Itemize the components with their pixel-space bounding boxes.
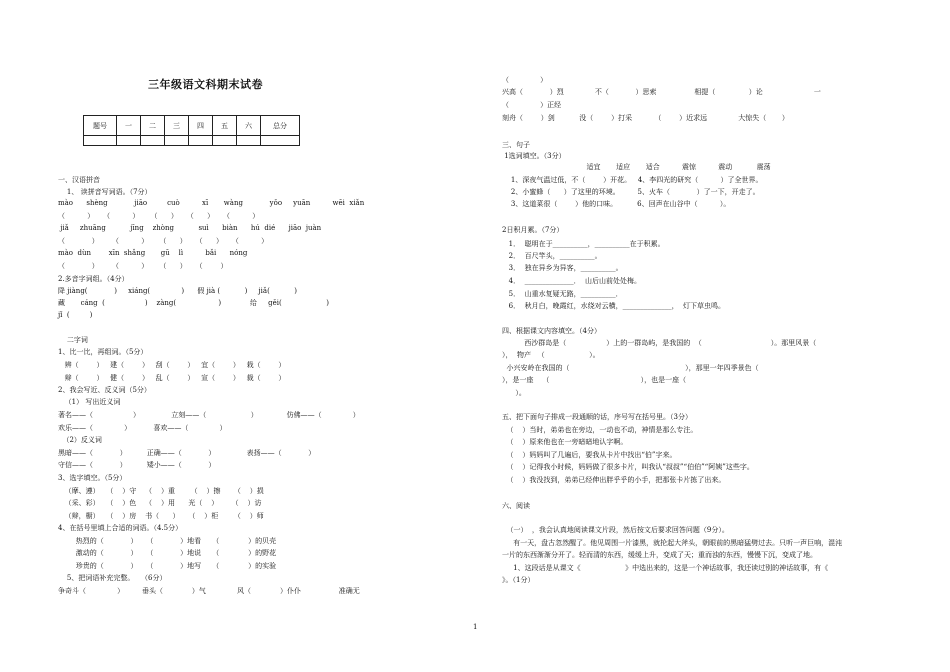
left-line: （摩、遵） （ ）守 （ ）重 （ ）擦 （ ）损: [58, 487, 264, 495]
page-number: 1: [473, 623, 478, 631]
left-line: 2、我会写近、反义词（5分）: [58, 386, 151, 394]
right-line: 6． 秋月白，晚霞红，水绕对云横，______________， 灯下草虫鸣。: [502, 302, 726, 310]
score-blank-cell[interactable]: [189, 136, 213, 146]
left-line: 二字词: [58, 336, 88, 344]
right-line: （ ）当时，弟弟也在旁边，一动也不动，神情是那么专注。: [502, 426, 698, 434]
left-line: 1、比一比，再组词。（5分）: [58, 348, 148, 356]
left-line: 3、选字填空。（5分）: [58, 474, 127, 482]
right-line: 小兴安岭在我国的（ ），那里一年四季景色（: [502, 364, 759, 372]
right-line: 一片的东西渐渐分开了。轻而清的东西，缓缓上升，变成了天；重而浊的东西，慢慢下沉，变成了地。: [502, 551, 817, 559]
score-table: [83, 115, 300, 146]
left-line: 激动的（ ） （ ）地说 （ ）的野花: [58, 549, 277, 557]
right-line: （ ）正经: [502, 101, 562, 109]
left-line: 一、汉语拼音: [58, 176, 100, 184]
right-line: 刻舟（ ）剑 没（ ）打采 （ ）近求远 大惊失（ ）: [502, 114, 789, 122]
right-line: 4． ______________． 山后山前处处梅。: [502, 277, 642, 285]
right-line: （ ）记得我小时候，妈妈做了很多卡片，叫我认“叔叔”“伯伯”“阿姨”这些字。: [502, 463, 754, 471]
score-header-cell: 三: [165, 116, 189, 136]
right-line: 3． 独在异乡为异客，__________。: [502, 264, 623, 272]
right-line: ）。: [502, 389, 526, 397]
right-line: 1、这段话是从课文《 》中选出来的，这是一个神话故事，我还读过别的神话故事，有《: [502, 564, 829, 572]
score-blank-cell[interactable]: [237, 136, 261, 146]
score-blank-cell[interactable]: [141, 136, 165, 146]
score-header-cell: 五: [213, 116, 237, 136]
left-line: 藏 cáng ( ) zàng( ) 给 gěi( ): [58, 299, 329, 307]
left-line: （ ） （ ） （ ） （ ）: [58, 262, 228, 270]
right-line: 1选词填空。（3分）: [502, 152, 566, 160]
left-line: mào dùn xīn shǎng gū lì bǎi nóng: [58, 249, 248, 257]
left-line: 珍贵的（ ） （ ）地写 （ ）的实验: [58, 562, 277, 570]
score-header-cell: 题号: [84, 116, 117, 136]
left-line: 辨（ ） 建（ ） 刮（ ） 宜（ ） 栽（ ）: [58, 361, 286, 369]
right-line: （ ）妈妈叫了几遍后，要我从卡片中找出“伯”字来。: [502, 451, 677, 459]
score-blank-cell[interactable]: [213, 136, 237, 146]
right-line: 适宜 适应 适合 震惊 震动 震荡: [502, 163, 771, 171]
right-line: 2、小蜜蜂（ ）了这里的环境。 5、火车（ ）了一下，开走了。: [502, 188, 760, 196]
left-line: 辩（ ） 健（ ） 乱（ ） 宣（ ） 裁（ ）: [58, 374, 286, 382]
right-line: （ ）我没找到，弟弟已经伸出胖乎乎的小手，把那张卡片拣了出来。: [502, 476, 726, 484]
score-blank-cell[interactable]: [117, 136, 141, 146]
left-line: mào shèng jiāo cuò xī wàng yǒo yuān wēi xiǎn: [58, 199, 365, 207]
score-header-cell: 一: [117, 116, 141, 136]
score-blank-cell[interactable]: [84, 136, 117, 146]
right-line: 有一天，盘古忽然醒了。他见周围一片漆黑，就抡起大斧头，朝眼前的黑暗猛劈过去。只听一声巨响，混沌: [502, 539, 843, 547]
left-line: 争奇斗（ ） 垂头（ ）气 风（ ）仆仆 准确无: [58, 587, 360, 595]
score-blank-cell[interactable]: [261, 136, 300, 146]
right-line: 》。（1分）: [502, 576, 535, 584]
score-blank-cell[interactable]: [165, 136, 189, 146]
right-line: 2日积月累。（7分）: [502, 226, 564, 234]
left-line: （ ） （ ） （ ） （ ） （ ）: [58, 212, 260, 220]
left-line: 黑暗——（ ） 正确——（ ） 表扬——（ ）: [58, 449, 316, 457]
right-line: ），是一座 （ ），也是一座（: [502, 376, 687, 384]
left-line: 1、 读拼音写词语。（7分）: [58, 188, 152, 196]
right-line: 西沙群岛是（ ）上的一群岛屿，是我国的 （ ）。那里风景（: [502, 339, 817, 347]
exam-title: 三年级语文科期末试卷: [148, 78, 263, 91]
left-line: 欢乐——（ ） 喜欢——（ ）: [58, 424, 227, 432]
left-line: 2.多音字词组。（4分）: [58, 275, 129, 283]
right-line: （ ）: [502, 76, 548, 84]
left-line: jiǎ zhuāng jīng zhòng suì biàn hú dié jiāo juàn: [58, 224, 322, 232]
score-header-cell: 二: [141, 116, 165, 136]
right-line: （ ）原来他也在一旁暗暗地认字啊。: [502, 438, 628, 446]
left-line: 热烈的（ ） （ ）地看 （ ）的贝壳: [58, 537, 277, 545]
right-line: 2． 百尺竿头，__________。: [502, 252, 602, 260]
left-line: （2）反义词: [58, 436, 102, 444]
right-line: 3、这道菜很（ ）他的口味。 6、回声在山谷中（ ）。: [502, 200, 731, 208]
left-line: （ ） （ ） （ ） （ ） （ ）: [58, 237, 269, 245]
left-line: 守信——（ ） 矮小——（ ）: [58, 461, 216, 469]
right-line: 五、把下面句子排成一段通顺的话，序号写在括号里。（3分）: [502, 413, 692, 421]
right-line: 兴高（ ）烈 不（ ）思索 相提（ ）论 一: [502, 88, 821, 96]
left-line: （1） 写出近义词: [58, 398, 121, 406]
right-line: 六、阅读: [502, 502, 530, 510]
left-line: 4、在括号里填上合适的词语。（4.5分）: [58, 524, 183, 532]
left-line: 著名——（ ） 立刻——（ ） 仿佛——（ ）: [58, 411, 360, 419]
right-line: 5． 山重水复疑无路，__________．: [502, 290, 623, 298]
left-line: （采、彩） （ ）色 （ ）用 光（ ） （ ）访: [58, 499, 262, 507]
right-line: ）， 物产 （ ）。: [502, 351, 600, 359]
right-line: 三、句子: [502, 141, 530, 149]
right-line: 1． 聪明在于__________，__________在于积累。: [502, 240, 665, 248]
score-header-cell: 总分: [261, 116, 300, 136]
left-line: 降 jiàng( ) xiáng( ) 假 jià ( ) jiǎ( ): [58, 287, 298, 295]
score-header-cell: 四: [189, 116, 213, 136]
right-line: 四、根据课文内容填空。（4分）: [502, 327, 601, 335]
right-line: 1、深夜气温过低，不（ ）开花。 4、李四光的研究（ ）了全世界。: [502, 176, 763, 184]
right-line: （一） ，我会认真地阅读课文片段，然后按文后要求回答问题（9分）。: [502, 526, 729, 534]
score-header-cell: 六: [237, 116, 261, 136]
left-line: 5、把词语补充完整。 （6分）: [58, 574, 167, 582]
left-line: （辩，橱） （ ）房 书（ ） （ ）柜 （ ）师: [58, 512, 264, 520]
left-line: jǐ ( ): [58, 311, 93, 319]
